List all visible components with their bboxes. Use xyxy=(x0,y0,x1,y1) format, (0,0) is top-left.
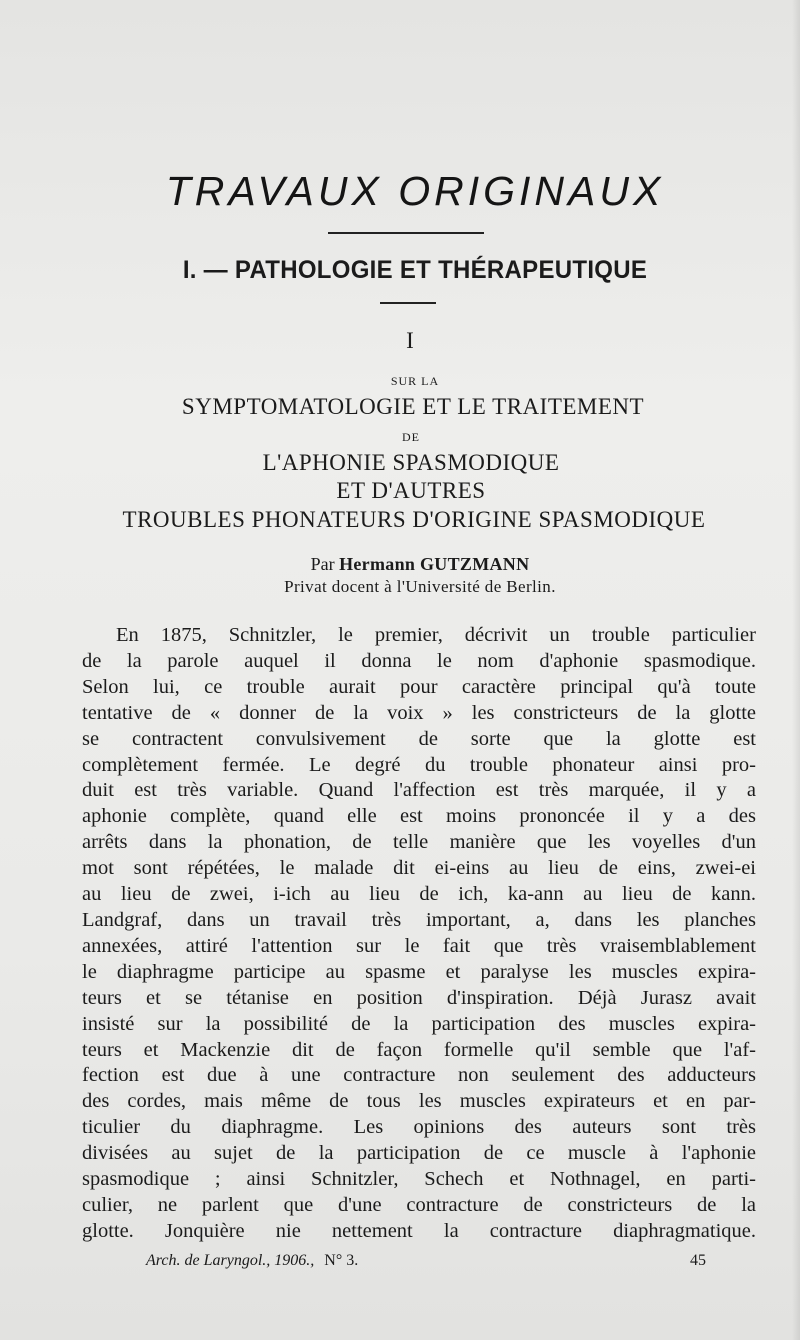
body-line: divisées au sujet de la participation de ce muscle à l'aphonie xyxy=(82,1142,756,1165)
body-line: teurs et Mackenzie dit de façon formelle qu'il semble que l'af- xyxy=(82,1038,756,1061)
body-line: aphonie complète, quand elle est moins prononcée il y a des xyxy=(82,805,756,828)
title-connector-de: DE xyxy=(402,430,420,444)
author-affiliation: Privat docent à l'Université de Berlin. xyxy=(284,577,556,596)
footer-issue: N° 3. xyxy=(324,1252,359,1269)
article-title-line-2: L'APHONIE SPASMODIQUE xyxy=(262,450,560,475)
article-title-line-3: ET D'AUTRES xyxy=(336,478,486,503)
journal-section-heading: TRAVAUX ORIGINAUX xyxy=(165,168,665,214)
page-footer xyxy=(146,1252,706,1270)
body-line: au lieu de zwei, i-ich au lieu de ich, ka-ann au lieu de kann. xyxy=(82,883,756,906)
page-number: 45 xyxy=(690,1252,706,1269)
body-line: Landgraf, dans un travail très important, a, dans les planches xyxy=(82,908,756,931)
body-line: Selon lui, ce trouble aurait pour caractère principal qu'à toute xyxy=(82,675,756,698)
body-line: complètement fermée. Le degré du trouble phonateur ainsi pro- xyxy=(82,753,756,776)
footer-journal: Arch. de Laryngol., 1906., xyxy=(146,1252,315,1269)
body-line: de la parole auquel il donna le nom d'aphonie spasmodique. xyxy=(82,649,756,672)
body-line: des cordes, mais même de tous les muscles expirateurs et en par- xyxy=(82,1090,756,1113)
body-line: annexées, attiré l'attention sur le fait que très vraisemblablement xyxy=(82,934,756,957)
body-line: teurs et se tétanise en position d'inspiration. Déjà Jurasz avait xyxy=(82,986,756,1009)
byline-prefix: Par xyxy=(310,554,335,574)
article-title-line-4: TROUBLES PHONATEURS D'ORIGINE SPASMODIQUE xyxy=(122,507,706,532)
body-line: se contractent convulsivement de sorte que la glotte est xyxy=(82,727,756,750)
body-line: duit est très variable. Quand l'affection est très marquée, il y a xyxy=(82,779,756,802)
article-number: I xyxy=(406,328,414,353)
body-line: le diaphragme participe au spasme et paralyse les muscles expira- xyxy=(82,960,756,983)
body-line: En 1875, Schnitzler, le premier, décrivit un trouble particulier xyxy=(116,624,756,646)
author-name: Hermann GUTZMANN xyxy=(339,554,530,574)
body-line: arrêts dans la phonation, de telle manière que les voyelles d'un xyxy=(82,831,756,854)
body-line: glotte. Jonquière nie nettement la contracture diaphragmatique. xyxy=(82,1219,756,1242)
body-line: spasmodique ; ainsi Schnitzler, Schech et Nothnagel, en parti- xyxy=(82,1168,756,1191)
body-line: insisté sur la possibilité de la participation des muscles expira- xyxy=(82,1012,756,1035)
body-line: tentative de « donner de la voix » les constricteurs de la glotte xyxy=(82,701,756,724)
body-line: ticulier du diaphragme. Les opinions des auteurs sont très xyxy=(82,1116,756,1139)
title-connector-sur-la: SUR LA xyxy=(390,374,440,388)
byline xyxy=(0,554,800,575)
section-title: I. — PATHOLOGIE ET THÉRAPEUTIQUE xyxy=(182,256,648,284)
body-line: fection est due à une contracture non seulement des adducteurs xyxy=(82,1064,756,1087)
page-edge-shadow xyxy=(792,0,800,1340)
article-body xyxy=(82,623,756,1245)
body-line: culier, ne parlent que d'une contracture de constricteurs de la xyxy=(82,1193,756,1216)
heading-divider xyxy=(328,232,484,234)
section-divider xyxy=(380,302,436,304)
body-line: mot sont répétées, le malade dit ei-eins au lieu de eins, zwei-ei xyxy=(82,857,756,880)
article-title-line-1: SYMPTOMATOLOGIE ET LE TRAITEMENT xyxy=(181,394,645,419)
